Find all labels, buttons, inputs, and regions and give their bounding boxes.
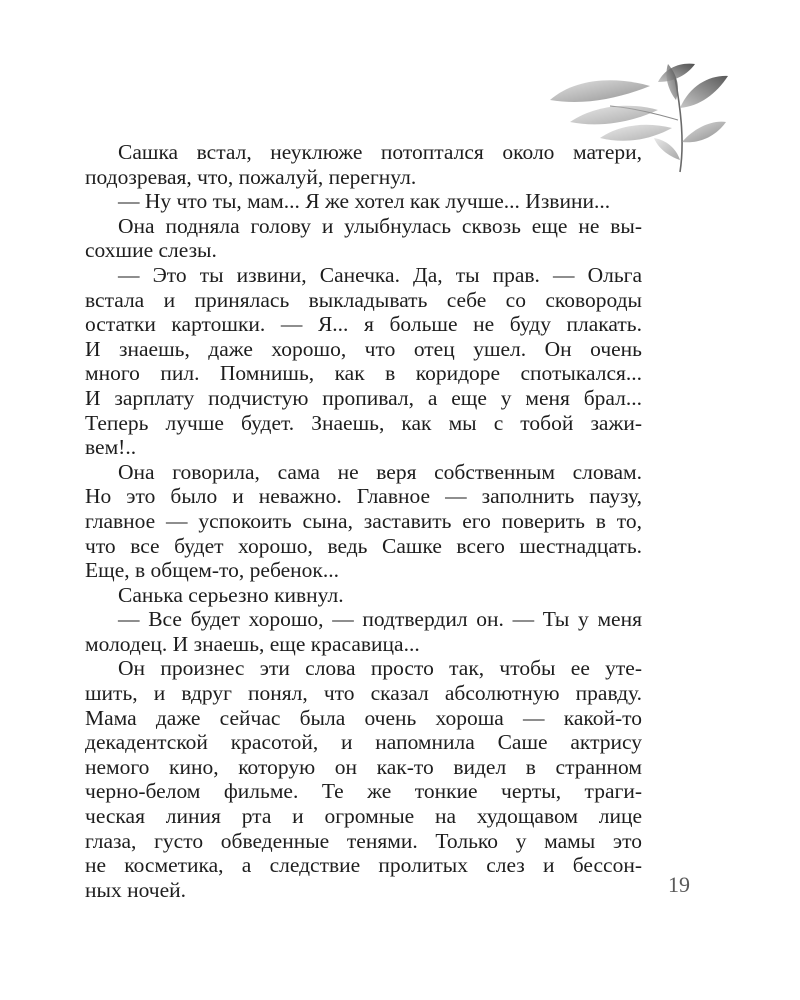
text-line: не косметика, а следствие пролитых слез и бессон- [85, 853, 642, 878]
text-line: Он произнес эти слова просто так, чтобы ее уте- [118, 656, 642, 681]
text-line: черно-белом фильме. Те же тонкие черты, траги- [85, 779, 642, 804]
text-line: сохшие слезы. [85, 238, 217, 263]
text-line: Сашка встал, неуклюже потоптался около матери, [118, 140, 642, 164]
text-line: Санька серьезно кивнул. [118, 582, 344, 607]
text-line: шить, и вдруг понял, что сказал абсолютную правду. [85, 681, 642, 706]
text-line: ческая линия рта и огромные на худощавом лице [85, 804, 642, 829]
text-line: Еще, в общем-то, ребенок... [85, 558, 339, 583]
text-line: остатки картошки. — Я... я больше не буду плакать. [85, 312, 642, 337]
text-line: — Все будет хорошо, — подтвердил он. — Ты у меня [118, 607, 642, 632]
text-line: подозревая, что, пожалуй, перегнул. [85, 164, 417, 189]
text-line: молодец. И знаешь, еще красавица... [85, 631, 420, 656]
text-line: глаза, густо обведенные тенями. Только у мамы это [85, 828, 642, 853]
text-line: много пил. Помнишь, как в коридоре спотыкался... [85, 361, 642, 386]
text-line: вем!.. [85, 435, 137, 460]
text-line: — Ну что ты, мам... Я же хотел как лучше... Извини... [118, 189, 611, 214]
text-line: что все будет хорошо, ведь Сашке всего шестнадцать. [85, 533, 642, 558]
text-line: Она говорила, сама не веря собственным словам. [118, 459, 642, 484]
body-text [85, 140, 642, 902]
text-line: И зарплату подчистую пропивал, а еще у меня брал... [85, 385, 642, 410]
text-line: Но это было и неважно. Главное — заполнить паузу, [85, 484, 642, 509]
text-line: встала и принялась выкладывать себе со сковороды [85, 287, 642, 312]
text-line: Теперь лучше будет. Знаешь, как мы с тобой зажи- [85, 410, 642, 435]
text-line: — Это ты извини, Санечка. Да, ты прав. — Ольга [118, 262, 642, 287]
text-line: главное — успокоить сына, заставить его поверить в то, [85, 508, 642, 533]
page-number: 19 [668, 872, 690, 897]
text-line: ных ночей. [85, 877, 187, 902]
text-line: И знаешь, даже хорошо, что отец ушел. Он очень [85, 336, 642, 361]
text-line: декадентской красотой, и напомнила Саше актрису [85, 730, 642, 755]
text-line: Она подняла голову и улыбнулась сквозь еще не вы- [118, 213, 642, 238]
text-line: немого кино, которую он как-то видел в странном [85, 754, 642, 779]
text-line: Мама даже сейчас была очень хороша — какой-то [85, 705, 642, 730]
